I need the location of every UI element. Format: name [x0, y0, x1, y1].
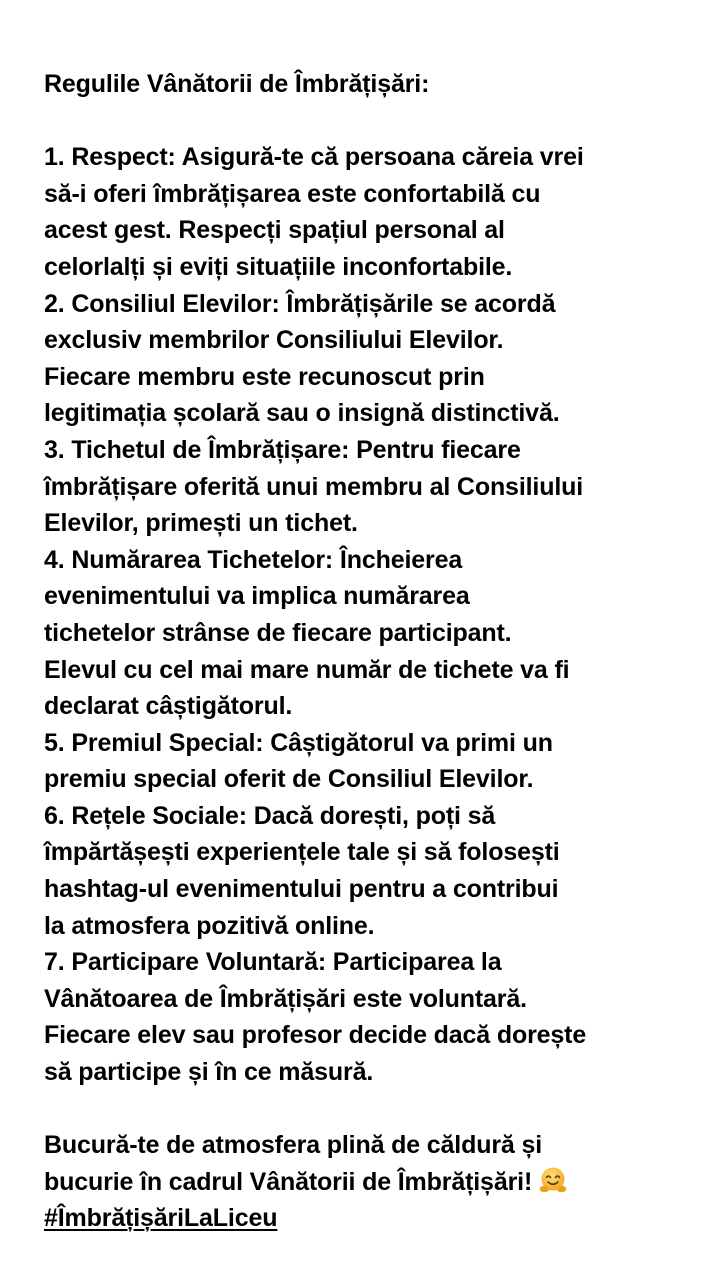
rule-line: premiu special oferit de Consiliul Elevilor.	[44, 765, 534, 794]
rule-item	[44, 286, 714, 432]
rule-line: Elevul cu cel mai mare număr de tichete va fi	[44, 655, 570, 684]
rule-line: 3. Tichetul de Îmbrățișare: Pentru fiecare	[44, 435, 521, 464]
rule-line: legitimația școlară sau o insignă distinctivă.	[44, 399, 560, 428]
closing-line-1: Bucură-te de atmosfera plină de căldură și	[44, 1131, 543, 1160]
rule-line: îmbrățișare oferită unui membru al Consiliului	[44, 472, 584, 501]
note-title: Regulile Vânătorii de Îmbrățișări:	[44, 70, 430, 98]
rule-line: 4. Numărarea Tichetelor: Încheierea	[44, 545, 463, 574]
rule-line: Elevilor, primești un tichet.	[44, 509, 358, 538]
rule-line: 1. Respect: Asigură-te că persoana căreia vrei	[44, 143, 584, 172]
rule-line: la atmosfera pozitivă online.	[44, 911, 375, 940]
rule-line: să participe și în ce măsură.	[44, 1058, 374, 1087]
note-text	[44, 66, 714, 1237]
rule-line: declarat câștigătorul.	[44, 692, 293, 721]
rule-line: evenimentului va implica numărarea	[44, 582, 470, 611]
rule-line: să-i oferi îmbrățișarea este confortabilă cu	[44, 179, 541, 208]
rule-line: 5. Premiul Special: Câștigătorul va primi un	[44, 728, 553, 757]
rule-item	[44, 139, 714, 285]
rule-line: Fiecare membru este recunoscut prin	[44, 362, 485, 391]
rules-list	[44, 139, 714, 1090]
rule-line: Fiecare elev sau profesor decide dacă dorește	[44, 1021, 587, 1050]
rule-item	[44, 542, 714, 725]
rule-item	[44, 432, 714, 542]
hashtag-line	[44, 1200, 714, 1237]
rule-line: 2. Consiliul Elevilor: Îmbrățișările se acordă	[44, 289, 556, 318]
closing-line-2	[44, 1164, 714, 1201]
hashtag-link[interactable]: #ÎmbrățișăriLaLiceu	[44, 1204, 278, 1233]
rule-line: hashtag-ul evenimentului pentru a contribui	[44, 875, 559, 904]
rule-line: celorlalți și eviți situațiile inconfortabile.	[44, 252, 513, 281]
hugging-face-icon	[538, 1166, 568, 1196]
rule-line: 6. Rețele Sociale: Dacă dorești, poți să	[44, 801, 496, 830]
rule-line: 7. Participare Voluntară: Participarea la	[44, 948, 502, 977]
blank-line	[44, 1091, 714, 1128]
closing-line-2-text: bucurie în cadrul Vânătorii de Îmbrățișări!	[44, 1167, 533, 1196]
rule-line: exclusiv membrilor Consiliului Elevilor.	[44, 326, 504, 355]
rule-item	[44, 944, 714, 1090]
rule-line: Vânătoarea de Îmbrățișări este voluntară.	[44, 984, 527, 1013]
rule-line: tichetelor strânse de fiecare participant.	[44, 618, 512, 647]
blank-line	[44, 103, 714, 140]
rule-line: acest gest. Respecți spațiul personal al	[44, 216, 505, 245]
rule-item	[44, 725, 714, 798]
rule-line: împărtășești experiențele tale și să folosești	[44, 838, 560, 867]
rule-item	[44, 798, 714, 944]
